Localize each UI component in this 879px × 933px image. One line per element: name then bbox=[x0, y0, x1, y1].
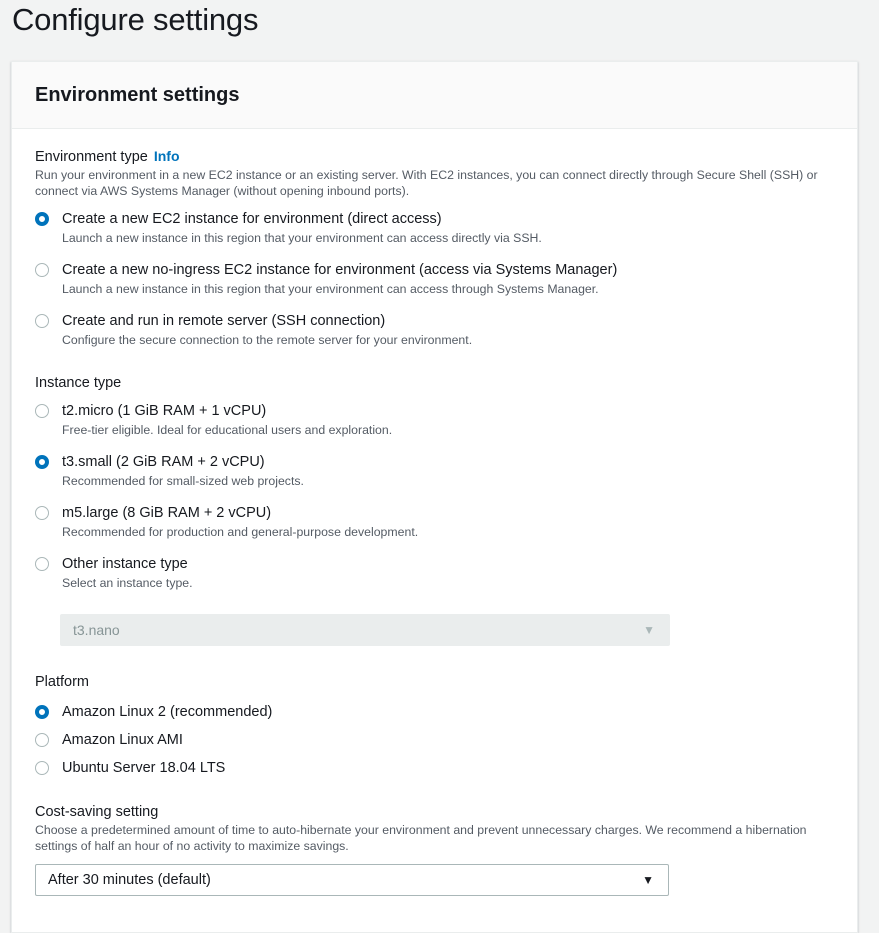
radio-button[interactable] bbox=[35, 761, 49, 775]
other-instance-type-select bbox=[60, 614, 670, 646]
page-title: Configure settings bbox=[12, 2, 259, 37]
radio-button[interactable] bbox=[35, 455, 49, 469]
platform-option-ubuntu[interactable] bbox=[35, 759, 225, 777]
cost-saving-select[interactable] bbox=[35, 864, 669, 896]
cost-saving-description: Choose a predetermined amount of time to auto-hibernate your environment and prevent unnecessary charges. We recommend a hibernation settings of half an hour of no activity to maximize savings. bbox=[35, 823, 807, 853]
radio-label: m5.large (8 GiB RAM + 2 vCPU) bbox=[62, 505, 272, 521]
radio-description: Recommended for small-sized web projects. bbox=[62, 474, 304, 488]
instance-type-section bbox=[35, 375, 837, 391]
radio-description: Recommended for production and general-purpose development. bbox=[62, 525, 419, 539]
env-option-direct-access[interactable] bbox=[35, 210, 542, 246]
select-value: t3.nano bbox=[73, 622, 120, 638]
environment-type-options bbox=[35, 210, 837, 350]
platform-option-amazon-linux-ami[interactable] bbox=[35, 731, 183, 749]
radio-label: t3.small (2 GiB RAM + 2 vCPU) bbox=[62, 454, 265, 470]
platform-options bbox=[35, 703, 837, 793]
radio-button[interactable] bbox=[35, 557, 49, 571]
instance-type-label: Instance type bbox=[35, 375, 122, 391]
radio-description: Free-tier eligible. Ideal for educational users and exploration. bbox=[62, 423, 393, 437]
radio-button[interactable] bbox=[35, 263, 49, 277]
radio-button[interactable] bbox=[35, 705, 49, 719]
cost-saving-label: Cost-saving setting bbox=[35, 804, 159, 820]
radio-description: Configure the secure connection to the remote server for your environment. bbox=[62, 333, 473, 347]
radio-label: Ubuntu Server 18.04 LTS bbox=[62, 760, 226, 776]
panel-header bbox=[12, 62, 857, 129]
radio-description: Select an instance type. bbox=[62, 576, 193, 590]
radio-description: Launch a new instance in this region that your environment can access through Systems Manager. bbox=[62, 282, 599, 296]
environment-type-description: Run your environment in a new EC2 instance or an existing server. With EC2 instances, you can connect directly through Secure Shell (SSH) or connect via AWS Systems Manager (without opening inbound ports). bbox=[35, 168, 818, 198]
instance-option-t2-micro[interactable] bbox=[35, 402, 392, 438]
radio-button[interactable] bbox=[35, 404, 49, 418]
info-link[interactable]: Info bbox=[153, 148, 180, 164]
other-instance-select-wrap bbox=[35, 614, 837, 648]
platform-section bbox=[35, 674, 837, 690]
environment-type-label: Environment type bbox=[35, 149, 148, 165]
panel-title: Environment settings bbox=[35, 84, 240, 106]
environment-settings-panel bbox=[11, 61, 858, 933]
radio-label: Amazon Linux 2 (recommended) bbox=[62, 704, 273, 720]
radio-button[interactable] bbox=[35, 506, 49, 520]
instance-option-t3-small[interactable] bbox=[35, 453, 304, 489]
env-option-no-ingress[interactable] bbox=[35, 261, 617, 297]
radio-label: Create a new EC2 instance for environment (direct access) bbox=[62, 211, 442, 227]
caret-down-icon: ▼ bbox=[643, 623, 655, 637]
instance-option-other[interactable] bbox=[35, 555, 193, 591]
cost-saving-select-wrap bbox=[35, 864, 837, 898]
instance-option-m5-large[interactable] bbox=[35, 504, 418, 540]
platform-option-amazon-linux-2[interactable] bbox=[35, 703, 272, 721]
radio-label: Amazon Linux AMI bbox=[62, 732, 183, 748]
cost-saving-section bbox=[35, 804, 837, 854]
platform-label: Platform bbox=[35, 674, 89, 690]
radio-label: Create and run in remote server (SSH connection) bbox=[62, 313, 386, 329]
radio-button[interactable] bbox=[35, 212, 49, 226]
radio-label: t2.micro (1 GiB RAM + 1 vCPU) bbox=[62, 403, 267, 419]
radio-button[interactable] bbox=[35, 314, 49, 328]
env-option-remote-server[interactable] bbox=[35, 312, 472, 348]
caret-down-icon: ▼ bbox=[642, 873, 654, 887]
radio-label: Other instance type bbox=[62, 556, 188, 572]
environment-type-section bbox=[35, 148, 837, 199]
radio-button[interactable] bbox=[35, 733, 49, 747]
radio-description: Launch a new instance in this region that your environment can access directly via SSH. bbox=[62, 231, 542, 245]
select-value: After 30 minutes (default) bbox=[48, 872, 211, 888]
radio-label: Create a new no-ingress EC2 instance for environment (access via Systems Manager) bbox=[62, 262, 618, 278]
